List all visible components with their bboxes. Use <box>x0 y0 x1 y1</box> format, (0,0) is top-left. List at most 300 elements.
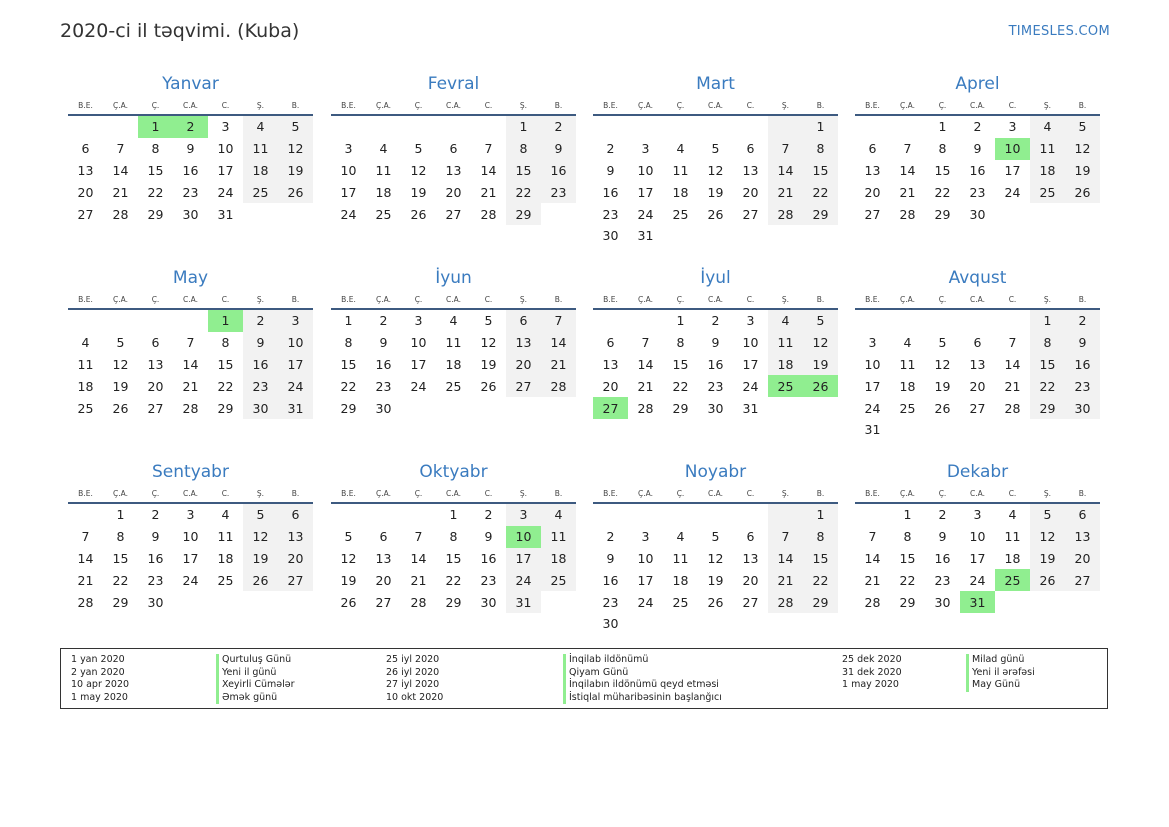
day-cell: 7 <box>81 529 90 545</box>
weekday-label: Ç.A. <box>375 101 391 110</box>
day-cell: 27 <box>375 594 392 610</box>
holiday-cell: 1 <box>138 116 173 138</box>
weekday-label: C.A. <box>969 295 985 304</box>
day-cell: 21 <box>899 184 916 200</box>
weekend-cell: 23 <box>1065 375 1100 397</box>
day-cell: 28 <box>182 400 199 416</box>
day-cell: 8 <box>938 141 947 157</box>
legend-date: 10 apr 2020 <box>71 679 130 691</box>
day-cell: 10 <box>742 335 759 351</box>
day-cell: 19 <box>934 378 951 394</box>
holiday-cell: 10 <box>506 526 541 548</box>
holiday-cell: 26 <box>803 375 838 397</box>
legend-holiday-name: Qiyam Günü <box>563 667 722 680</box>
weekday-label: C.A. <box>182 489 198 498</box>
weekend-cell: 13 <box>278 526 313 548</box>
day-cell: 30 <box>934 594 951 610</box>
weekday-label: Ç. <box>676 101 685 110</box>
day-cell: 17 <box>637 572 654 588</box>
day-grid <box>68 310 313 419</box>
empty-cell <box>68 116 103 138</box>
day-cell: 15 <box>147 162 164 178</box>
day-cell: 5 <box>414 141 423 157</box>
legend-holiday-name: İstiqlal müharibəsinin başlanğıcı <box>563 692 722 705</box>
weekday-label: B. <box>1078 489 1087 498</box>
weekday-label: Ş. <box>1043 489 1052 498</box>
legend-date: 2 yan 2020 <box>71 666 125 678</box>
empty-cell <box>925 310 960 332</box>
weekday-label: Ç. <box>938 489 947 498</box>
weekday-header <box>68 291 313 310</box>
empty-cell <box>628 116 663 138</box>
empty-cell <box>331 116 366 138</box>
empty-cell <box>103 310 138 332</box>
weekday-label: Ç. <box>676 295 685 304</box>
day-cell: 25 <box>899 400 916 416</box>
day-cell: 3 <box>746 313 755 329</box>
day-cell: 21 <box>112 184 129 200</box>
day-cell: 31 <box>864 422 881 438</box>
weekday-label: B.E. <box>341 489 356 498</box>
weekend-cell: 19 <box>803 354 838 376</box>
month-name: İyul <box>700 268 731 288</box>
day-cell: 29 <box>112 594 129 610</box>
day-cell: 10 <box>410 335 427 351</box>
day-cell: 27 <box>969 400 986 416</box>
weekend-cell: 1 <box>506 116 541 138</box>
day-cell: 30 <box>707 400 724 416</box>
weekday-header <box>593 291 838 310</box>
day-cell: 3 <box>868 335 877 351</box>
day-cell: 17 <box>969 550 986 566</box>
day-cell: 11 <box>217 529 234 545</box>
weekend-cell: 12 <box>243 526 278 548</box>
day-cell: 20 <box>969 378 986 394</box>
weekend-cell: 5 <box>1030 504 1065 526</box>
weekend-cell: 25 <box>1030 181 1065 203</box>
day-cell: 14 <box>899 162 916 178</box>
day-cell: 13 <box>602 356 619 372</box>
weekday-label: Ş. <box>256 489 265 498</box>
weekday-label: C.A. <box>969 489 985 498</box>
day-grid <box>331 116 576 225</box>
weekday-header <box>593 97 838 116</box>
holiday-legend <box>60 648 1108 709</box>
day-cell: 3 <box>414 313 423 329</box>
day-cell: 13 <box>742 162 759 178</box>
legend-date: 26 iyl 2020 <box>386 666 440 678</box>
weekend-cell: 10 <box>278 332 313 354</box>
weekend-cell: 24 <box>506 569 541 591</box>
weekend-cell: 20 <box>278 548 313 570</box>
month-11 <box>593 461 838 635</box>
weekend-cell: 26 <box>243 569 278 591</box>
month-6 <box>331 267 576 419</box>
weekend-cell: 3 <box>506 504 541 526</box>
weekday-header <box>68 97 313 116</box>
day-cell: 20 <box>445 184 462 200</box>
weekend-cell: 22 <box>803 569 838 591</box>
weekday-label: C. <box>221 295 230 304</box>
day-cell: 30 <box>480 594 497 610</box>
day-cell: 23 <box>147 572 164 588</box>
weekday-label: Ç. <box>151 295 160 304</box>
weekday-label: B. <box>1078 295 1087 304</box>
legend-date: 25 iyl 2020 <box>386 654 440 665</box>
day-cell: 23 <box>480 572 497 588</box>
day-cell: 6 <box>81 141 90 157</box>
day-cell: 15 <box>672 356 689 372</box>
weekday-label: B. <box>816 295 825 304</box>
day-cell: 2 <box>484 507 493 523</box>
day-cell: 2 <box>606 141 615 157</box>
month-4 <box>855 73 1100 225</box>
day-cell: 9 <box>379 335 388 351</box>
weekday-label: Ç.A. <box>637 295 653 304</box>
weekend-cell: 19 <box>1065 160 1100 182</box>
month-name: Mart <box>696 74 735 94</box>
day-cell: 2 <box>151 507 160 523</box>
weekend-cell: 5 <box>803 310 838 332</box>
day-cell: 21 <box>410 572 427 588</box>
empty-cell <box>401 116 436 138</box>
day-grid <box>593 310 838 419</box>
legend-date: 1 yan 2020 <box>71 654 125 665</box>
day-cell: 6 <box>868 141 877 157</box>
day-cell: 24 <box>637 206 654 222</box>
weekend-cell: 4 <box>768 310 803 332</box>
legend-holiday-name: Qurtuluş Günü <box>216 654 295 667</box>
day-cell: 6 <box>973 335 982 351</box>
day-cell: 9 <box>484 529 493 545</box>
day-cell: 2 <box>711 313 720 329</box>
weekend-cell: 21 <box>541 354 576 376</box>
day-cell: 17 <box>217 162 234 178</box>
weekday-label: Ç.A. <box>637 101 653 110</box>
month-8 <box>855 267 1100 441</box>
day-cell: 10 <box>340 162 357 178</box>
weekday-label: C. <box>484 295 493 304</box>
day-cell: 10 <box>637 550 654 566</box>
weekday-label: Ş. <box>519 101 528 110</box>
weekend-cell: 18 <box>541 548 576 570</box>
day-cell: 24 <box>182 572 199 588</box>
legend-holiday-name: İnqilabın ildönümü qeyd etməsi <box>563 679 722 692</box>
day-cell: 11 <box>899 356 916 372</box>
day-cell: 18 <box>899 378 916 394</box>
day-cell: 10 <box>864 356 881 372</box>
weekend-cell: 17 <box>278 354 313 376</box>
empty-cell <box>68 504 103 526</box>
day-cell: 13 <box>375 550 392 566</box>
day-cell: 5 <box>116 335 125 351</box>
day-cell: 17 <box>637 184 654 200</box>
day-cell: 22 <box>899 572 916 588</box>
day-cell: 11 <box>445 335 462 351</box>
day-cell: 28 <box>112 206 129 222</box>
weekday-label: Ş. <box>1043 101 1052 110</box>
day-cell: 23 <box>375 378 392 394</box>
weekend-cell: 28 <box>541 375 576 397</box>
weekend-cell: 15 <box>506 160 541 182</box>
day-cell: 19 <box>480 356 497 372</box>
day-cell: 31 <box>217 206 234 222</box>
day-cell: 11 <box>77 356 94 372</box>
month-name: Aprel <box>955 74 1000 94</box>
day-cell: 16 <box>182 162 199 178</box>
day-cell: 25 <box>672 206 689 222</box>
weekend-cell: 30 <box>243 397 278 419</box>
weekend-cell: 13 <box>1065 526 1100 548</box>
day-cell: 1 <box>344 313 353 329</box>
day-cell: 4 <box>676 141 685 157</box>
day-cell: 16 <box>969 162 986 178</box>
holiday-cell: 10 <box>995 138 1030 160</box>
day-cell: 23 <box>182 184 199 200</box>
weekend-cell: 11 <box>541 526 576 548</box>
day-cell: 14 <box>410 550 427 566</box>
day-cell: 29 <box>147 206 164 222</box>
day-cell: 26 <box>340 594 357 610</box>
day-cell: 18 <box>375 184 392 200</box>
day-cell: 4 <box>903 335 912 351</box>
weekday-label: Ç.A. <box>375 489 391 498</box>
day-cell: 10 <box>217 141 234 157</box>
weekday-header <box>331 485 576 504</box>
month-2 <box>331 73 576 225</box>
day-cell: 28 <box>77 594 94 610</box>
day-cell: 9 <box>711 335 720 351</box>
day-cell: 20 <box>147 378 164 394</box>
weekday-label: Ş. <box>519 489 528 498</box>
weekend-cell: 23 <box>243 375 278 397</box>
weekday-label: B.E. <box>78 101 93 110</box>
day-cell: 6 <box>449 141 458 157</box>
weekend-cell: 20 <box>506 354 541 376</box>
weekday-label: Ç.A. <box>112 295 128 304</box>
day-cell: 20 <box>864 184 881 200</box>
day-cell: 4 <box>379 141 388 157</box>
day-cell: 28 <box>864 594 881 610</box>
weekend-cell: 20 <box>1065 548 1100 570</box>
day-cell: 10 <box>969 529 986 545</box>
day-cell: 24 <box>340 206 357 222</box>
day-cell: 14 <box>112 162 129 178</box>
day-cell: 7 <box>903 141 912 157</box>
weekend-cell: 22 <box>803 181 838 203</box>
empty-cell <box>733 504 768 526</box>
weekday-label: C.A. <box>445 295 461 304</box>
day-cell: 5 <box>484 313 493 329</box>
day-cell: 3 <box>641 529 650 545</box>
day-cell: 24 <box>637 594 654 610</box>
brand-link[interactable]: TIMESLES.COM <box>1008 24 1110 39</box>
day-cell: 29 <box>217 400 234 416</box>
day-cell: 27 <box>742 594 759 610</box>
weekend-cell: 19 <box>1030 548 1065 570</box>
day-grid <box>68 116 313 225</box>
day-cell: 6 <box>746 529 755 545</box>
day-cell: 3 <box>344 141 353 157</box>
weekday-label: Ş. <box>781 101 790 110</box>
day-cell: 9 <box>186 141 195 157</box>
weekend-cell: 31 <box>506 591 541 613</box>
day-cell: 18 <box>77 378 94 394</box>
day-cell: 23 <box>602 594 619 610</box>
day-cell: 16 <box>602 184 619 200</box>
weekday-label: Ş. <box>256 295 265 304</box>
weekend-cell: 22 <box>506 181 541 203</box>
weekend-cell: 27 <box>506 375 541 397</box>
weekend-cell: 8 <box>803 526 838 548</box>
weekend-cell: 22 <box>1030 375 1065 397</box>
weekend-cell: 11 <box>1030 138 1065 160</box>
day-cell: 24 <box>1004 184 1021 200</box>
weekday-label: C. <box>746 489 755 498</box>
day-cell: 12 <box>480 335 497 351</box>
legend-holiday-name: İnqilab ildönümü <box>563 654 722 667</box>
weekday-label: Ş. <box>519 295 528 304</box>
weekend-cell: 9 <box>243 332 278 354</box>
empty-cell <box>366 504 401 526</box>
day-cell: 15 <box>340 356 357 372</box>
weekend-cell: 7 <box>768 526 803 548</box>
day-cell: 28 <box>637 400 654 416</box>
day-cell: 26 <box>707 594 724 610</box>
weekend-cell: 13 <box>506 332 541 354</box>
weekday-label: B. <box>291 489 300 498</box>
day-cell: 1 <box>938 119 947 135</box>
day-cell: 30 <box>147 594 164 610</box>
day-cell: 18 <box>672 572 689 588</box>
weekend-cell: 5 <box>278 116 313 138</box>
day-cell: 19 <box>707 572 724 588</box>
day-cell: 1 <box>116 507 125 523</box>
weekend-cell: 12 <box>1030 526 1065 548</box>
weekend-cell: 29 <box>1030 397 1065 419</box>
empty-cell <box>768 504 803 526</box>
weekday-label: Ç.A. <box>899 101 915 110</box>
weekend-cell: 25 <box>541 569 576 591</box>
day-cell: 5 <box>711 529 720 545</box>
weekday-label: C. <box>1008 489 1017 498</box>
day-cell: 18 <box>445 356 462 372</box>
weekday-label: B.E. <box>341 101 356 110</box>
day-cell: 19 <box>112 378 129 394</box>
weekday-label: C. <box>746 295 755 304</box>
day-cell: 29 <box>672 400 689 416</box>
day-cell: 12 <box>707 550 724 566</box>
weekend-cell: 19 <box>278 160 313 182</box>
weekday-label: C.A. <box>707 489 723 498</box>
weekday-header <box>331 291 576 310</box>
weekday-label: Ç. <box>414 489 423 498</box>
day-cell: 27 <box>742 206 759 222</box>
weekday-label: Ş. <box>781 489 790 498</box>
weekend-cell: 24 <box>278 375 313 397</box>
legend-holiday-name: May Günü <box>966 679 1035 692</box>
day-cell: 2 <box>606 529 615 545</box>
day-cell: 21 <box>480 184 497 200</box>
day-cell: 11 <box>375 162 392 178</box>
day-cell: 24 <box>969 572 986 588</box>
weekend-cell: 15 <box>803 160 838 182</box>
weekday-label: B. <box>816 101 825 110</box>
weekday-label: B. <box>291 101 300 110</box>
day-cell: 7 <box>484 141 493 157</box>
weekend-cell: 7 <box>541 310 576 332</box>
day-cell: 14 <box>480 162 497 178</box>
day-cell: 3 <box>1008 119 1017 135</box>
day-cell: 23 <box>934 572 951 588</box>
weekend-cell: 15 <box>1030 354 1065 376</box>
weekday-label: Ç. <box>938 101 947 110</box>
day-cell: 22 <box>217 378 234 394</box>
month-12 <box>855 461 1100 613</box>
month-name: Sentyabr <box>152 462 229 482</box>
day-cell: 15 <box>899 550 916 566</box>
day-cell: 20 <box>742 572 759 588</box>
day-cell: 26 <box>707 206 724 222</box>
weekday-header <box>855 291 1100 310</box>
day-cell: 13 <box>742 550 759 566</box>
weekend-cell: 16 <box>243 354 278 376</box>
day-cell: 16 <box>375 356 392 372</box>
day-cell: 25 <box>217 572 234 588</box>
day-cell: 9 <box>606 550 615 566</box>
weekday-label: Ç. <box>151 489 160 498</box>
day-cell: 7 <box>868 529 877 545</box>
weekday-label: B.E. <box>78 489 93 498</box>
weekday-label: C.A. <box>707 101 723 110</box>
weekday-label: Ç.A. <box>112 101 128 110</box>
weekday-label: C.A. <box>707 295 723 304</box>
weekday-label: Ç.A. <box>637 489 653 498</box>
weekday-label: B.E. <box>865 101 880 110</box>
day-cell: 8 <box>903 529 912 545</box>
day-cell: 21 <box>182 378 199 394</box>
legend-date: 31 dek 2020 <box>842 666 902 678</box>
day-cell: 7 <box>116 141 125 157</box>
day-cell: 15 <box>112 550 129 566</box>
day-cell: 20 <box>602 378 619 394</box>
weekend-cell: 23 <box>541 181 576 203</box>
weekend-cell: 2 <box>243 310 278 332</box>
day-cell: 17 <box>340 184 357 200</box>
day-cell: 4 <box>449 313 458 329</box>
month-3 <box>593 73 838 247</box>
weekend-cell: 28 <box>768 591 803 613</box>
day-grid <box>593 116 838 247</box>
weekday-label: C. <box>484 101 493 110</box>
day-cell: 2 <box>938 507 947 523</box>
month-name: Dekabr <box>946 462 1009 482</box>
day-cell: 21 <box>864 572 881 588</box>
holiday-cell: 2 <box>173 116 208 138</box>
legend-holiday-name: Əmək günü <box>216 692 295 705</box>
day-cell: 18 <box>217 550 234 566</box>
empty-cell <box>698 116 733 138</box>
weekday-label: B.E. <box>865 295 880 304</box>
weekday-label: Ş. <box>256 101 265 110</box>
empty-cell <box>593 310 628 332</box>
weekday-label: B. <box>1078 101 1087 110</box>
legend-holiday-name: Xeyirli Cümələr <box>216 679 295 692</box>
legend-date: 1 may 2020 <box>842 679 899 691</box>
weekend-cell: 27 <box>1065 569 1100 591</box>
month-10 <box>331 461 576 613</box>
empty-cell <box>366 116 401 138</box>
